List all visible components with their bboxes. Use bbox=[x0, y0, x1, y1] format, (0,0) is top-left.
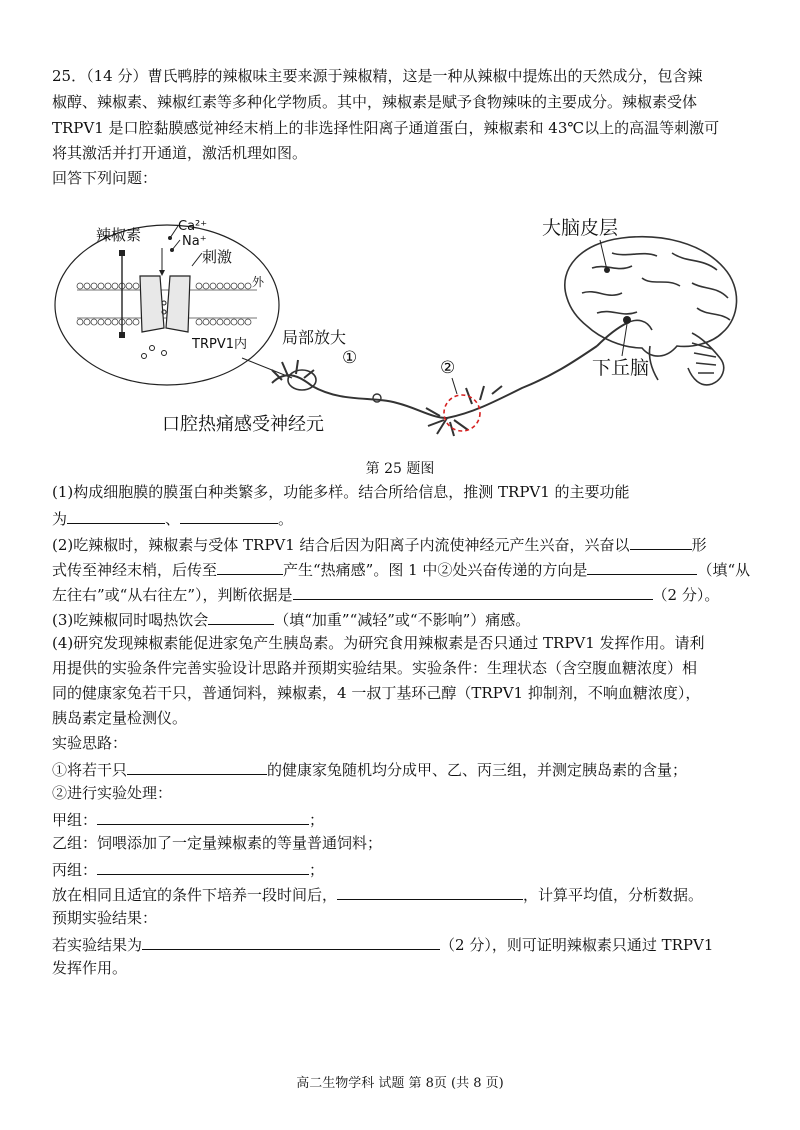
q4-blank-result[interactable] bbox=[142, 933, 440, 950]
ion-line bbox=[170, 226, 178, 238]
q4-expected-title: 预期实验结果： bbox=[52, 909, 158, 927]
q4-line-2: 用提供的实验条件完善实验设计思路并预期实验结果。实验条件：生理状态（含空腹血糖浓度）相 bbox=[52, 659, 698, 677]
intro-line-1: 25．（14 分）曹氏鸭脖的辣椒味主要来源于辣椒精，这是一种从辣椒中提炼出的天然成分，包含辣 bbox=[52, 67, 703, 85]
phospholipid-head bbox=[203, 319, 209, 325]
ion-dot bbox=[170, 248, 174, 252]
q4-group-c-label: 丙组： bbox=[52, 861, 98, 879]
page-footer: 高二生物学科 试题 第 8页 (共 8 页) bbox=[296, 1076, 504, 1091]
q4-result-a: 若实验结果为 bbox=[52, 936, 143, 954]
q2-blank-basis[interactable] bbox=[293, 583, 653, 600]
q4-culture bbox=[52, 883, 752, 905]
q2-blank-destination[interactable] bbox=[217, 558, 283, 575]
q4-step1-a: ①将若干只 bbox=[52, 761, 128, 779]
phospholipid-head bbox=[112, 283, 118, 289]
phospholipid-head bbox=[91, 319, 97, 325]
hypothalamus-point bbox=[623, 316, 631, 324]
trpv1-channel-right bbox=[166, 276, 190, 332]
label-stimulus: 刺激 bbox=[202, 248, 233, 266]
q4-blank-group-a[interactable] bbox=[97, 808, 309, 825]
phospholipid-head bbox=[84, 319, 90, 325]
phospholipid-head bbox=[238, 283, 244, 289]
phospholipid-head bbox=[231, 283, 237, 289]
capsaicin-marker bbox=[119, 332, 125, 338]
capsaicin-marker bbox=[119, 250, 125, 256]
q4-blank-measure[interactable] bbox=[337, 883, 523, 900]
q4-idea-title: 实验思路： bbox=[52, 734, 128, 752]
hypothalamus-pointer bbox=[622, 324, 627, 356]
capsaicin-trpv1-figure bbox=[52, 208, 752, 458]
label-marker-2: ② bbox=[440, 358, 456, 378]
q2-line-3 bbox=[52, 583, 752, 605]
label-trpv1-inside: TRPV1内 bbox=[192, 337, 247, 352]
phospholipid-head bbox=[133, 319, 139, 325]
phospholipid-head bbox=[210, 283, 216, 289]
q2-blank-form[interactable] bbox=[630, 533, 692, 550]
phospholipid-head bbox=[238, 319, 244, 325]
intro-line-5: 回答下列问题： bbox=[52, 169, 158, 187]
phospholipid-head bbox=[196, 319, 202, 325]
q2-line-2 bbox=[52, 558, 752, 580]
ion-dot bbox=[168, 236, 172, 240]
q4-step1-b: 的健康家兔随机均分成甲、乙、丙三组，并测定胰岛素的含量； bbox=[267, 761, 688, 779]
phospholipid-head bbox=[98, 319, 104, 325]
figure-caption: 第 25 题图 bbox=[365, 461, 435, 477]
phospholipid-head bbox=[224, 283, 230, 289]
ion-dot bbox=[150, 346, 155, 351]
label-cortex: 大脑皮层 bbox=[542, 217, 619, 239]
q3-text-b: （填“加重”“减轻”或“不影响”）痛感。 bbox=[274, 611, 531, 629]
label-hypothalamus: 下丘脑 bbox=[592, 357, 650, 379]
q4-culture-b: ，计算平均值，分析数据。 bbox=[523, 886, 704, 904]
q2-text-d: 产生“热痛感”。图 1 中②处兴奋传递的方向是 bbox=[283, 561, 588, 579]
trpv1-channel-left bbox=[140, 276, 164, 332]
q4-blank-rabbits[interactable] bbox=[127, 758, 267, 775]
q3-line bbox=[52, 608, 752, 630]
phospholipid-head bbox=[203, 283, 209, 289]
q4-group-a-label: 甲组： bbox=[52, 811, 98, 829]
q2-text-a: (2)吃辣椒时，辣椒素与受体 TRPV1 结合后因为阳离子内流使神经元产生兴奋，兴奋以 bbox=[52, 536, 630, 554]
q1-blank-2[interactable] bbox=[180, 507, 278, 524]
q3-blank[interactable] bbox=[208, 608, 274, 625]
phospholipid-head bbox=[77, 283, 83, 289]
marker-2-pointer bbox=[452, 378, 457, 394]
q2-text-g: （2 分）。 bbox=[652, 586, 720, 604]
q4-result-end: 发挥作用。 bbox=[52, 959, 128, 977]
phospholipid-head bbox=[105, 283, 111, 289]
stimulus-line bbox=[192, 253, 202, 266]
q2-text-f: 左往右”或“从右往左”），判断依据是 bbox=[52, 586, 293, 604]
phospholipid-head bbox=[105, 319, 111, 325]
q4-line-4: 胰岛素定量检测仪。 bbox=[52, 709, 188, 727]
phospholipid-head bbox=[84, 283, 90, 289]
phospholipid-head bbox=[196, 283, 202, 289]
label-marker-1: ① bbox=[342, 348, 358, 368]
phospholipid-head bbox=[224, 319, 230, 325]
label-na: Na⁺ bbox=[182, 234, 207, 249]
q1-line-2 bbox=[52, 507, 752, 529]
figure-svg bbox=[52, 208, 752, 458]
q4-group-c-end: ； bbox=[309, 861, 325, 879]
q4-blank-group-c[interactable] bbox=[97, 858, 309, 875]
phospholipid-head bbox=[245, 283, 251, 289]
q4-line-1: (4)研究发现辣椒素能促进家兔产生胰岛素。为研究食用辣椒素是否只通过 TRPV1 发挥作用。请利 bbox=[52, 634, 705, 652]
q1-line-1: (1)构成细胞膜的膜蛋白种类繁多，功能多样。结合所给信息，推测 TRPV1 的主要功能 bbox=[52, 483, 630, 501]
q4-result-b: （2 分），则可证明辣椒素只通过 TRPV1 bbox=[440, 936, 714, 954]
phospholipid-head bbox=[245, 319, 251, 325]
q2-text-b: 形 bbox=[691, 536, 707, 554]
arrowhead bbox=[159, 270, 165, 276]
phospholipid-head bbox=[112, 319, 118, 325]
q4-group-b: 乙组：饲喂添加了一定量辣椒素的等量普通饲料； bbox=[52, 834, 383, 852]
q4-step-2: ②进行实验处理： bbox=[52, 784, 173, 802]
q1-end: 。 bbox=[278, 510, 294, 528]
phospholipid-head bbox=[98, 283, 104, 289]
q1-prefix: 为 bbox=[52, 510, 68, 528]
phospholipid-head bbox=[231, 319, 237, 325]
intro-line-4: 将其激活并打开通道，激活机理如图。 bbox=[52, 144, 308, 162]
ion-dot bbox=[142, 354, 147, 359]
q1-blank-1[interactable] bbox=[67, 507, 165, 524]
phospholipid-head bbox=[91, 283, 97, 289]
q2-text-c: 式传至神经末梢，后传至 bbox=[52, 561, 218, 579]
q4-line-3: 同的健康家兔若干只，普通饲料，辣椒素，4 一叔丁基环己醇（TRPV1 抑制剂，不响血糖浓度）， bbox=[52, 684, 701, 702]
zoom-ellipse bbox=[55, 225, 279, 385]
phospholipid-head bbox=[77, 319, 83, 325]
q4-culture-a: 放在相同且适宜的条件下培养一段时间后， bbox=[52, 886, 338, 904]
phospholipid-head bbox=[217, 283, 223, 289]
cortex-pointer bbox=[600, 240, 607, 270]
phospholipid-head bbox=[210, 319, 216, 325]
q2-line-1 bbox=[52, 533, 752, 555]
q3-text-a: (3)吃辣椒同时喝热饮会 bbox=[52, 611, 209, 629]
label-local-zoom: 局部放大 bbox=[282, 328, 347, 347]
phospholipid-head bbox=[133, 283, 139, 289]
ion-dot bbox=[162, 351, 167, 356]
q2-text-e: （填“从 bbox=[697, 561, 751, 579]
phospholipid-head bbox=[126, 319, 132, 325]
label-neuron: 口腔热痛感受神经元 bbox=[162, 414, 324, 435]
phospholipid-head bbox=[217, 319, 223, 325]
phospholipid-head bbox=[126, 283, 132, 289]
q4-step-1 bbox=[52, 758, 752, 780]
q2-blank-direction[interactable] bbox=[587, 558, 697, 575]
brain-drawing bbox=[565, 237, 737, 385]
q4-group-a-end: ； bbox=[309, 811, 325, 829]
intro-line-2: 椒醇、辣椒素、辣椒红素等多种化学物质。其中，辣椒素是赋予食物辣味的主要成分。辣椒素受体 bbox=[52, 93, 698, 111]
label-outside: 外 bbox=[252, 275, 265, 289]
q4-group-a bbox=[52, 808, 752, 830]
label-ca: Ca²⁺ bbox=[178, 219, 208, 234]
q4-group-c bbox=[52, 858, 752, 880]
q4-result bbox=[52, 933, 752, 955]
intro-line-3: TRPV1 是口腔黏膜感觉神经末梢上的非选择性阳离子通道蛋白，辣椒素和 43℃以上的高温等刺激可 bbox=[52, 119, 720, 137]
label-capsaicin: 辣椒素 bbox=[96, 226, 142, 244]
q1-sep: 、 bbox=[165, 510, 181, 528]
